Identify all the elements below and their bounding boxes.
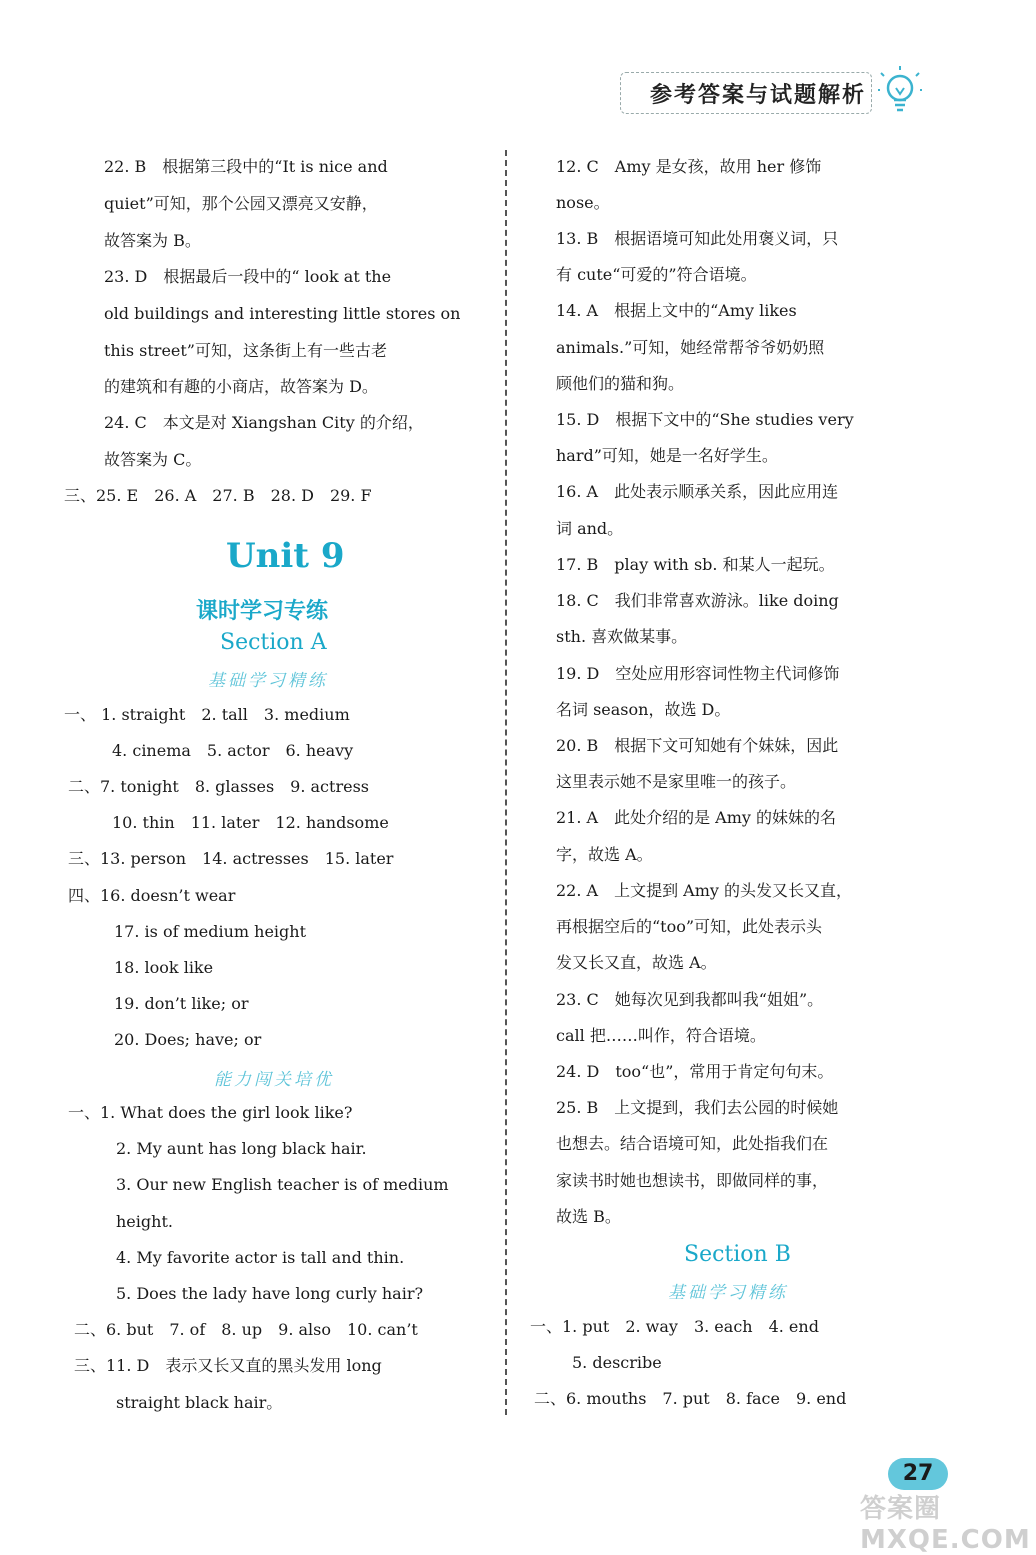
text-line: 4. My favorite actor is tall and thin. bbox=[116, 1248, 405, 1267]
text-line: 有 cute“可爱的”符合语境。 bbox=[556, 265, 757, 284]
text-line: 22. A 上文提到 Amy 的头发又长又直， bbox=[556, 881, 853, 900]
text-line: 16. A 此处表示顺承关系，因此应用连 bbox=[556, 482, 839, 501]
ability-practice-title: 能力闯关培优 bbox=[214, 1070, 334, 1090]
text-line: 14. A 根据上文中的“Amy likes bbox=[556, 301, 797, 320]
text-line: 故答案为 B。 bbox=[104, 231, 201, 250]
text-line: quiet”可知，那个公园又漂亮又安静， bbox=[104, 194, 378, 213]
text-line: 也想去。结合语境可知，此处指我们在 bbox=[556, 1134, 829, 1153]
text-line: 再根据空后的“too”可知，此处表示头 bbox=[556, 917, 823, 936]
text-line: 10. thin 11. later 12. handsome bbox=[112, 813, 389, 832]
text-line: 25. B 上文提到，我们去公园的时候她 bbox=[556, 1098, 839, 1117]
text-line: 三、13. person 14. actresses 15. later bbox=[68, 849, 394, 868]
text-line: 二、7. tonight 8. glasses 9. actress bbox=[68, 777, 369, 796]
text-line: 19. don’t like; or bbox=[114, 994, 249, 1013]
text-line: sth. 喜欢做某事。 bbox=[556, 627, 688, 646]
text-line: height. bbox=[116, 1212, 173, 1231]
text-line: 18. C 我们非常喜欢游泳。like doing bbox=[556, 591, 839, 610]
text-line: call 把……叫作，符合语境。 bbox=[556, 1026, 766, 1045]
text-line: 三、25. E 26. A 27. B 28. D 29. F bbox=[64, 486, 372, 505]
text-line: nose。 bbox=[556, 193, 610, 212]
text-line: 5. describe bbox=[572, 1353, 662, 1372]
header-tag bbox=[620, 68, 870, 118]
text-line: 13. B 根据语境可知此处用褒义词，只 bbox=[556, 229, 839, 248]
text-line: 24. D too“也”，常用于肯定句句末。 bbox=[556, 1062, 834, 1081]
text-line: 19. D 空处应用形容词性物主代词修饰 bbox=[556, 664, 840, 683]
text-line: old buildings and interesting little stores on bbox=[104, 304, 461, 323]
text-line: 一、1. What does the girl look like? bbox=[68, 1103, 353, 1122]
text-line: 家读书时她也想读书，即做同样的事， bbox=[556, 1171, 829, 1190]
text-line: 20. Does; have; or bbox=[114, 1030, 262, 1049]
text-line: 一、 1. straight 2. tall 3. medium bbox=[64, 705, 350, 724]
text-line: 20. B 根据下文可知她有个妹妹，因此 bbox=[556, 736, 839, 755]
basic-practice-title-b: 基础学习精练 bbox=[668, 1283, 788, 1303]
text-line: 字，故选 A。 bbox=[556, 845, 653, 864]
text-line: 5. Does the lady have long curly hair? bbox=[116, 1284, 424, 1303]
text-line: 15. D 根据下文中的“She studies very bbox=[556, 410, 854, 429]
text-line: 21. A 此处介绍的是 Amy 的妹妹的名 bbox=[556, 808, 837, 827]
text-line: 一、1. put 2. way 3. each 4. end bbox=[530, 1317, 819, 1336]
watermark: 答案圈 MXQE.COM bbox=[860, 1494, 1031, 1555]
text-line: 的建筑和有趣的小商店，故答案为 D。 bbox=[104, 377, 378, 396]
text-line: 故答案为 C。 bbox=[104, 450, 202, 469]
page-number: 27 bbox=[888, 1458, 948, 1490]
section-b-title: Section B bbox=[684, 1242, 791, 1267]
text-line: 12. C Amy 是女孩，故用 her 修饰 bbox=[556, 157, 822, 176]
header-title: 参考答案与试题解析 bbox=[650, 83, 867, 108]
text-line: 23. D 根据最后一段中的“ look at the bbox=[104, 267, 392, 286]
section-a-title: Section A bbox=[220, 630, 327, 655]
text-line: 23. C 她每次见到我都叫我“姐姐”。 bbox=[556, 990, 824, 1009]
text-line: 这里表示她不是家里唯一的孩子。 bbox=[556, 772, 797, 791]
text-line: 24. C 本文是对 Xiangshan City 的介绍， bbox=[104, 413, 424, 432]
text-line: 四、16. doesn’t wear bbox=[68, 886, 236, 905]
text-line: 名词 season，故选 D。 bbox=[556, 700, 731, 719]
text-line: 17. is of medium height bbox=[114, 922, 307, 941]
text-line: 4. cinema 5. actor 6. heavy bbox=[112, 741, 354, 760]
text-line: hard”可知，她是一名好学生。 bbox=[556, 446, 778, 465]
text-line: this street”可知，这条街上有一些古老 bbox=[104, 341, 387, 360]
basic-practice-title: 基础学习精练 bbox=[208, 671, 328, 691]
text-line: 18. look like bbox=[114, 958, 214, 977]
course-title: 课时学习专练 bbox=[196, 599, 329, 624]
text-line: 二、6. but 7. of 8. up 9. also 10. can’t bbox=[74, 1320, 418, 1339]
text-line: 发又长又直，故选 A。 bbox=[556, 953, 717, 972]
lightbulb-icon bbox=[878, 66, 922, 120]
text-line: 二、6. mouths 7. put 8. face 9. end bbox=[534, 1389, 847, 1408]
text-line: 三、11. D 表示又长又直的黑头发用 long bbox=[74, 1356, 382, 1375]
text-line: animals.”可知，她经常帮爷爷奶奶照 bbox=[556, 338, 825, 357]
column-divider bbox=[505, 150, 507, 1415]
text-line: 词 and。 bbox=[556, 519, 624, 538]
text-line: 顾他们的猫和狗。 bbox=[556, 374, 685, 393]
text-line: straight black hair。 bbox=[116, 1393, 283, 1412]
text-line: 17. B play with sb. 和某人一起玩。 bbox=[556, 555, 835, 574]
text-line: 22. B 根据第三段中的“It is nice and bbox=[104, 157, 388, 176]
text-line: 2. My aunt has long black hair. bbox=[116, 1139, 367, 1158]
unit-title: Unit 9 bbox=[226, 536, 345, 576]
text-line: 3. Our new English teacher is of medium bbox=[116, 1175, 449, 1194]
text-line: 故选 B。 bbox=[556, 1207, 621, 1226]
